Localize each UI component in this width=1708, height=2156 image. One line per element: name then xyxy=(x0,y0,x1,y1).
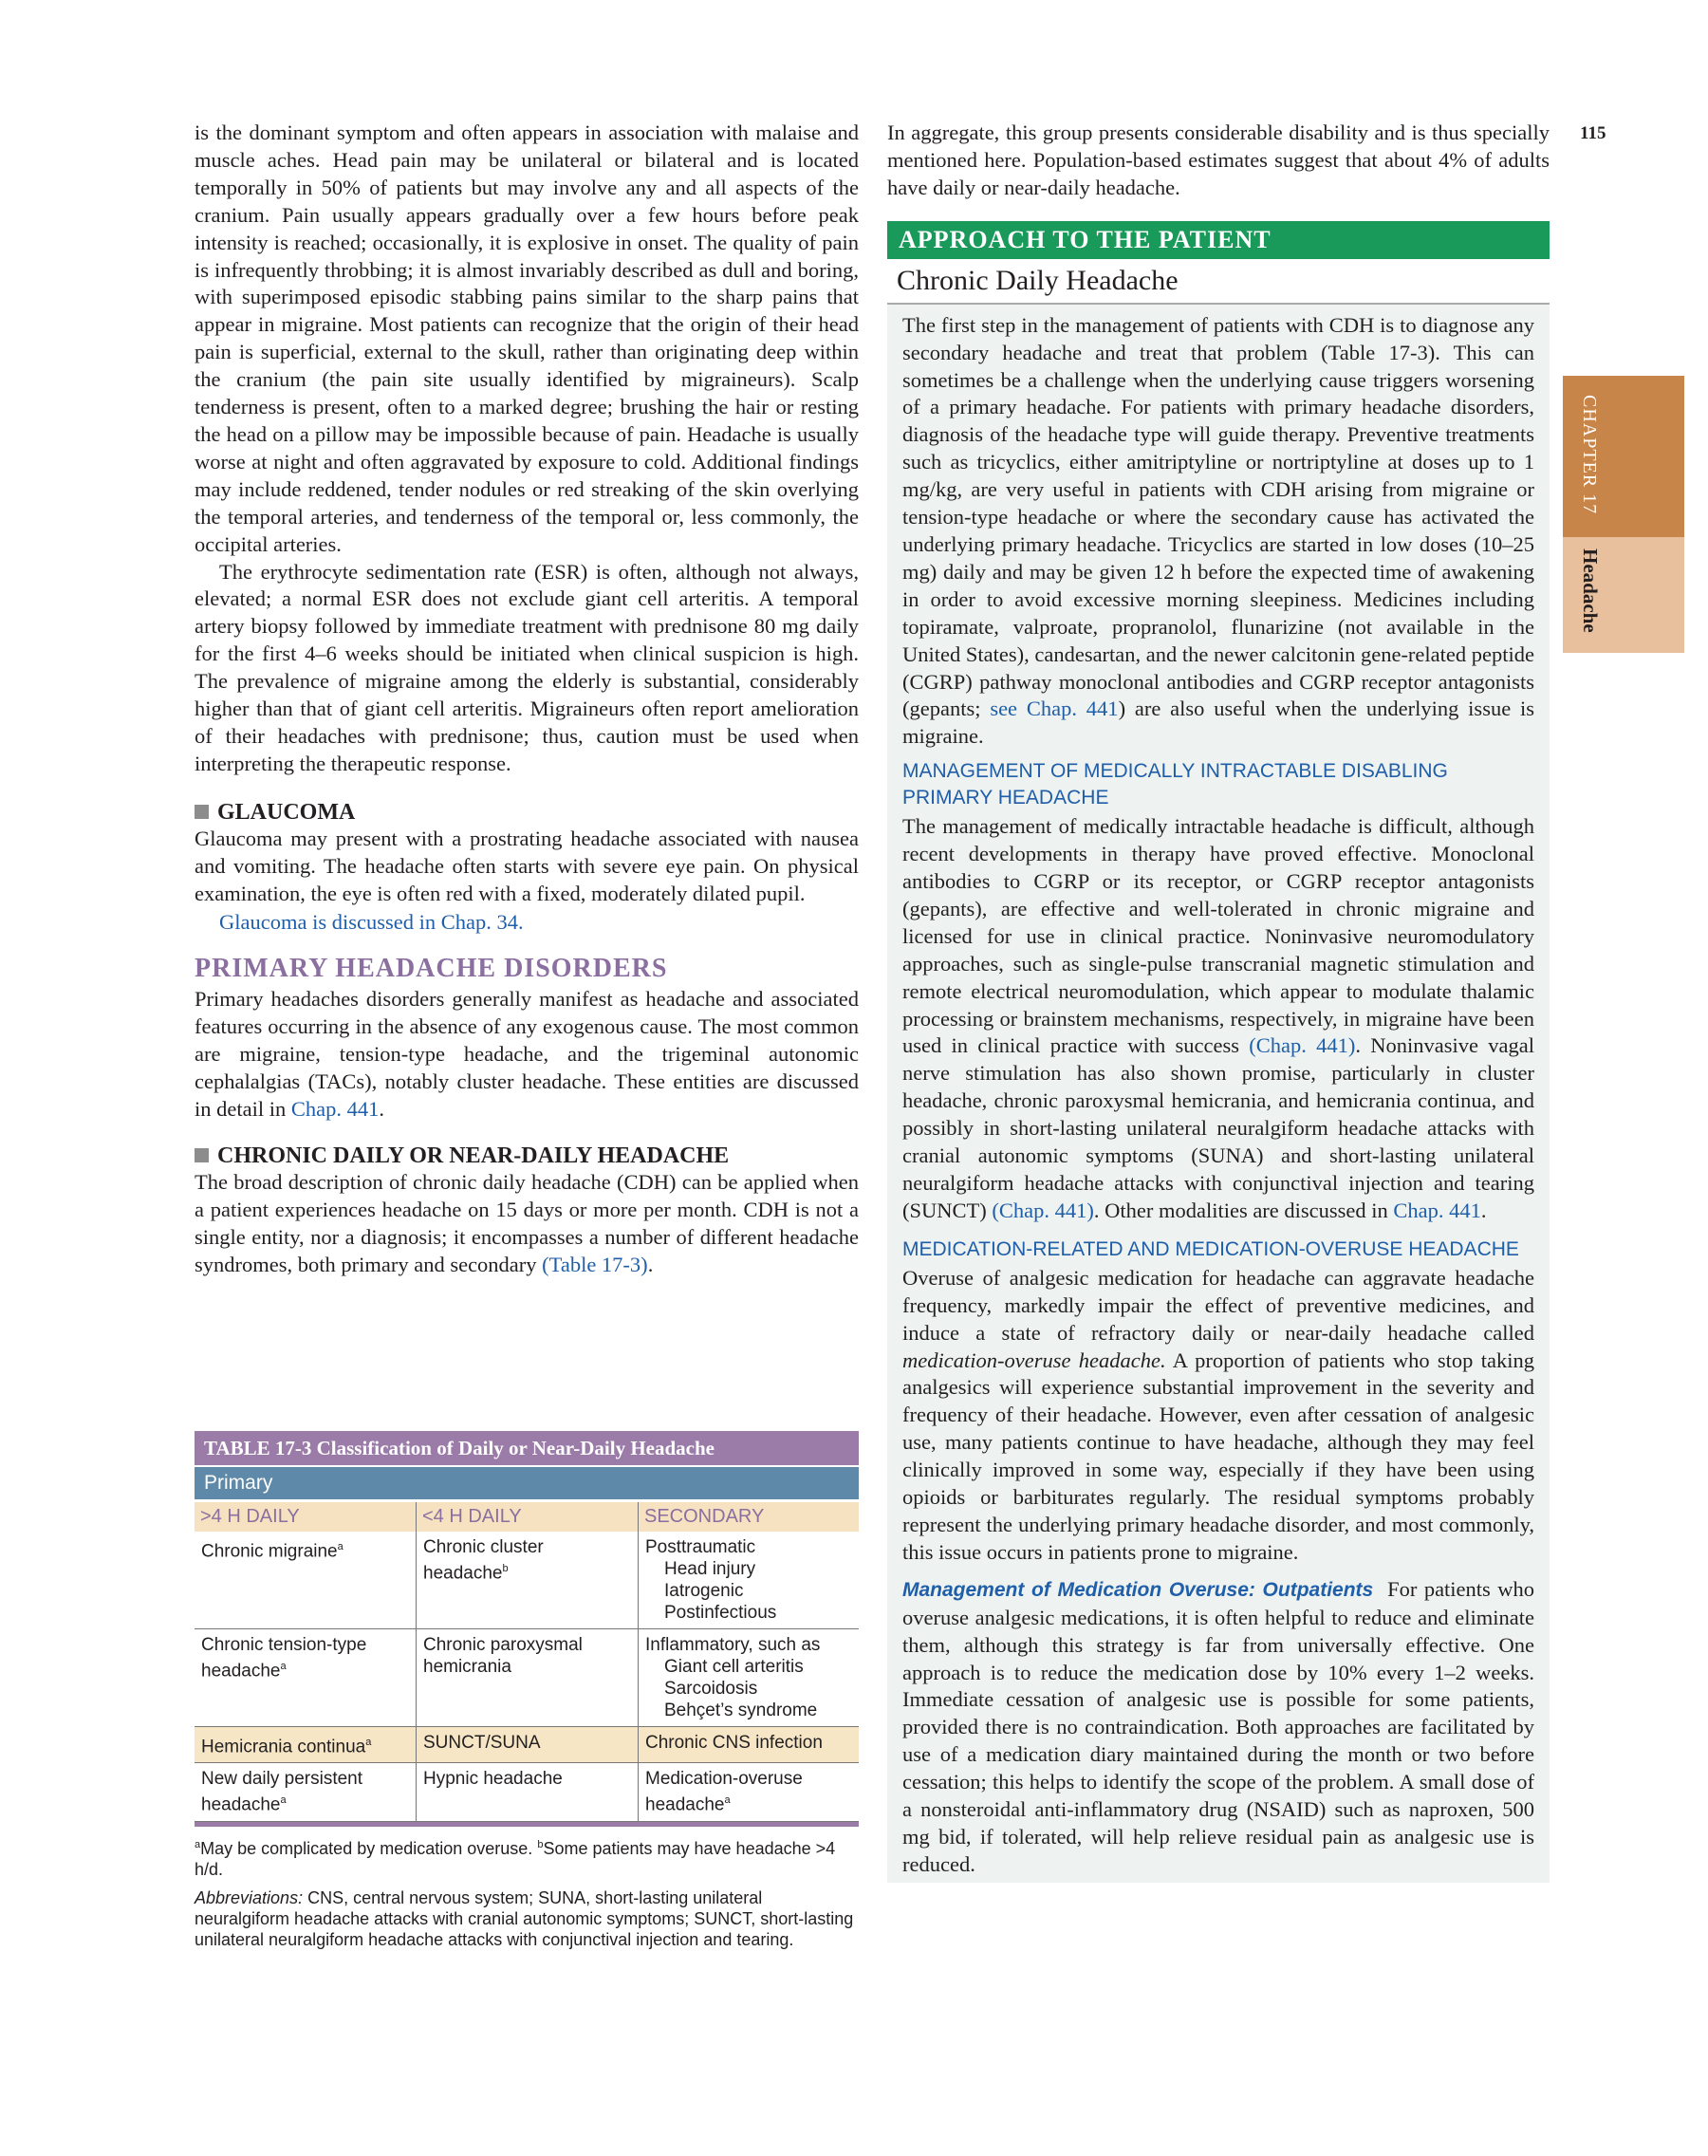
outpatients-heading: Management of Medication Overuse: Outpatients xyxy=(902,1578,1374,1601)
table-row: New daily persistent headache$^a$ Hypnic headache Medication-overuse headache$^a$ xyxy=(195,1763,859,1821)
chapter-number: CHAPTER 17 xyxy=(1579,395,1600,515)
table-17-3 xyxy=(195,1431,859,1950)
glaucoma-heading: GLAUCOMA xyxy=(195,799,859,826)
table-footnote: $^a$May be complicated by medication overuse. $^b$Some patients may have headache >4 h/d. xyxy=(195,1838,836,1879)
gca-paragraph-1: is the dominant symptom and often appears in association with malaise and muscle aches. Head pain may be unilateral or bilateral and is located temporally in 50% of patients but may involve any and all aspects of the cranium. Pain usually appears gradually over a few hours before peak intensity is reached; occasionally, it is explosive in onset. The quality of pain is infrequently throbbing; it is almost invariably described as dull and boring, with superimposed episodic stabbing pains similar to the sharp pains that appear in migraine. Most patients can recognize that the origin of their head pain is superficial, external to the skull, rather than originating deep within the cranium (the pain site usually identified by migraineurs). Scalp tenderness is present, often to a marked degree; brushing the hair or resting the head on a pillow may be impossible because of pain. Headache is usually worse at night and often aggravated by exposure to cold. Additional findings may include reddened, tender nodules or red streaking of the skin overlying the temporal arteries, and tenderness of the temporal or, less commonly, the occipital arteries. xyxy=(195,121,859,556)
table-row: Hemicrania continua$^a$ SUNCT/SUNA Chronic CNS infection xyxy=(195,1727,859,1763)
table-row: Chronic migraine$^a$ Chronic cluster headache$^b$ Posttraumatic Head injury Iatrogenic Postinfectious xyxy=(195,1532,859,1629)
classification-table xyxy=(195,1499,859,1822)
cdh-heading: CHRONIC DAILY OR NEAR-DAILY HEADACHE xyxy=(195,1143,859,1169)
table-abbreviations: Abbreviations: CNS, central nervous system; SUNA, short-lasting unilateral neuralgiform headache attacks with cranial autonomic symptoms; SUNCT, short-lasting unilateral neuralgiform headache attacks with conjunctival injection and tearing. xyxy=(195,1887,854,1949)
outpatients-paragraph: Management of Medication Overuse: Outpatients For patients who overuse analgesic medications, it is often helpful to reduce and eliminate them, although this strategy is far from universally effective. One approach is to reduce the medication dose by 10% every 1–2 weeks. Immediate cessation of analgesic use is possible for some patients, provided there is no contraindication. Both approaches are facilitated by use of a medication diary maintained during the month or two before cessation; this helps to identify the scope of the problem. A small dose of a nonsteroidal anti-inflammatory drug (NSAID) such as naproxen, 500 mg bid, if tolerated, will help relieve residual pain as analgesic use is reduced. xyxy=(902,1576,1534,1876)
table-row: Chronic tension-type headache$^a$ Chronic paroxysmal hemicrania Inflammatory, such as Giant cell arteritis Sarcoidosis Behçet’s syndrome xyxy=(195,1629,859,1727)
cdh-paragraph: The broad description of chronic daily headache (CDH) can be applied when a patient experiences headache on 15 days or more per month. CDH is not a single entity, nor a diagnosis; it encompasses a number of different headache syndromes, both primary and secondary (Table 17-3). xyxy=(195,1169,859,1276)
approach-subtitle: Chronic Daily Headache xyxy=(887,259,1550,305)
primary-headache-heading: PRIMARY HEADACHE DISORDERS xyxy=(195,954,668,984)
cdh-management-paragraph: The first step in the management of patients with CDH is to diagnose any secondary headache and treat that problem (Table 17-3). This can sometimes be a challenge when the underlying cause triggers worsening of a primary headache. For patients with primary headache disorders, diagnosis of the headache type will guide therapy. Preventive treatments such as tricyclics, either amitriptyline or nortriptyline at doses up to 1 mg/kg, are very useful in patients with CDH arising from migraine or tension-type headache or where the secondary cause has activated the underlying primary headache. Tricyclics are started in low doses (10–25 mg) daily and may be given 12 h before the expected time of awakening in order to avoid excessive morning sleepiness. Medicines including topiramate, valproate, propranolol, flunarizine (not available in the United States), candesartan, and the newer calcitonin gene-related peptide (CGRP) pathway monoclonal antibodies and CGRP receptor antagonists (gepants; see Chap. 441) are also useful when the underlying issue is migraine. xyxy=(902,312,1535,749)
table-bottom-rule xyxy=(195,1822,859,1827)
table-title: TABLE 17-3 Classification of Daily or Near-Daily Headache xyxy=(195,1431,859,1465)
intractable-paragraph: The management of medically intractable headache is difficult, although recent developments in therapy have proved effective. Monoclonal antibodies to CGRP or its receptor, or CGRP receptor antagonists (gepants), are effective and well-tolerated in chronic migraine and licensed for use in clinical practice. Noninvasive neuromodulatory approaches, such as single-pulse transcranial magnetic stimulation and remote electrical neuromodulation, which appear to modulate thalamic processing or brainstem mechanisms, respectively, in migraine have been used in clinical practice with success (Chap. 441). Noninvasive vagal nerve stimulation has also shown promise, particularly in cluster headache, chronic paroxysmal hemicrania, and hemicrania continua, and possibly in short-lasting unilateral neuralgiform headache attacks with cranial autonomic symptoms (SUNA) and short-lasting unilateral neuralgiform headache attacks with conjunctival injection and tearing (SUNCT) (Chap. 441). Other modalities are discussed in Chap. 441. xyxy=(902,814,1534,1222)
square-bullet-icon xyxy=(195,805,209,819)
column-header: <4 H DAILY xyxy=(417,1501,639,1533)
table-17-3-link[interactable]: (Table 17-3) xyxy=(542,1252,648,1276)
left-column xyxy=(195,120,859,1279)
chap-441-link[interactable]: Chap. 441 xyxy=(290,1097,380,1121)
gca-paragraph-2: The erythrocyte sedimentation rate (ESR) is often, although not always, elevated; a normal ESR does not exclude giant cell arteritis. A temporal artery biopsy followed by immediate treatment with prednisone 80 mg daily for the first 4–6 weeks should be initiated when clinical suspicion is high. The prevalence of migraine among the elderly is substantial, considerably higher than that of giant cell arteritis. Migraineurs often report amelioration of their headaches with prednisone; thus, caution must be used when interpreting the therapeutic response. xyxy=(195,559,859,775)
chap-441-link[interactable]: (Chap. 441) xyxy=(1249,1033,1356,1058)
chapter-tab xyxy=(1563,376,1684,653)
cdh-intro-paragraph: In aggregate, this group presents considerable disability and is thus specially mentioned here. Population-based estimates suggest that about 4% of adults have daily or near-daily headache. xyxy=(887,121,1550,199)
page-number: 115 xyxy=(1580,123,1606,143)
table-primary-label: Primary xyxy=(195,1465,859,1499)
chap-441-link[interactable]: Chap. 441 xyxy=(1393,1198,1481,1222)
approach-box xyxy=(887,305,1550,1883)
column-header: SECONDARY xyxy=(639,1501,860,1533)
column-header: >4 H DAILY xyxy=(195,1501,417,1533)
intractable-heading: MANAGEMENT OF MEDICALLY INTRACTABLE DISABLING PRIMARY HEADACHE xyxy=(902,760,1448,809)
square-bullet-icon xyxy=(195,1148,209,1162)
moh-heading: MEDICATION-RELATED AND MEDICATION-OVERUSE HEADACHE xyxy=(902,1237,1519,1260)
approach-banner: APPROACH TO THE PATIENT xyxy=(887,221,1550,259)
chap-441-link[interactable]: see Chap. 441 xyxy=(990,697,1119,721)
chap-441-link[interactable]: (Chap. 441) xyxy=(992,1198,1094,1222)
right-column xyxy=(887,120,1550,1883)
moh-paragraph: Overuse of analgesic medication for headache can aggravate headache frequency, markedly impair the effect of preventive medicines, and induce a state of refractory daily or near-daily headache called medication-overuse headache. A proportion of patients who stop taking analgesics will experience substantial improvement in the severity and frequency of their headache. However, even after cessation of analgesic use, many patients continue to have headache, although they may feel clinically improved in some way, especially if they have been using opioids or barbiturates regularly. The residual symptoms probably represent the underlying primary headache disorder, and most commonly, this issue occurs in patients prone to migraine. xyxy=(902,1265,1535,1564)
glaucoma-paragraph: Glaucoma may present with a prostrating headache associated with nausea and vomiting. The headache often starts with severe eye pain. On physical examination, the eye is often red with a fixed, moderately dilated pupil. xyxy=(195,826,859,905)
chapter-title: Headache xyxy=(1579,548,1602,633)
glaucoma-chapter-link[interactable]: Glaucoma is discussed in Chap. 34. xyxy=(219,910,524,935)
primary-headache-paragraph: Primary headaches disorders generally manifest as headache and associated features occurring in the absence of any exogenous cause. The most common are migraine, tension-type headache, and the trigeminal autonomic cephalalgias (TACs), notably cluster headache. These entities are discussed in detail in Chap. 441. xyxy=(195,987,859,1121)
